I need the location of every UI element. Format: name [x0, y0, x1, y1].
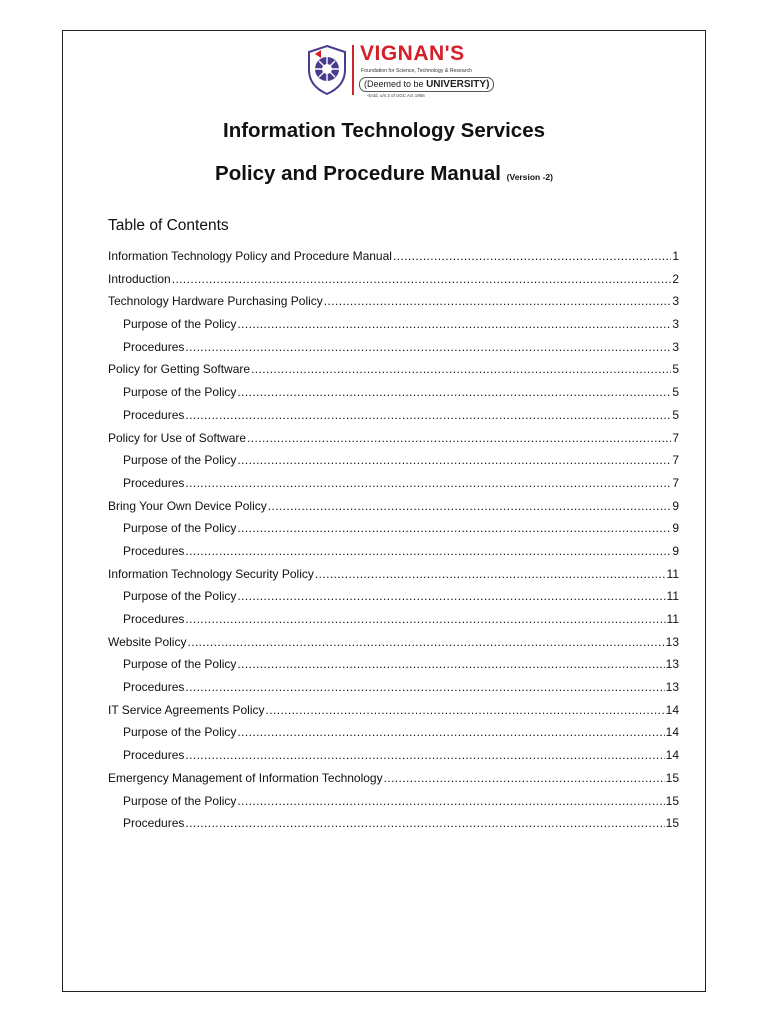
- toc-entry[interactable]: [108, 521, 679, 544]
- toc-entry-page: 1: [672, 249, 679, 263]
- toc-entry-label: Procedures: [123, 475, 185, 490]
- toc-entry[interactable]: [108, 544, 679, 567]
- toc-leader-dots: [185, 408, 671, 422]
- toc-entry[interactable]: [108, 453, 679, 476]
- toc-leader-dots: [237, 794, 664, 808]
- toc-entry-page: 13: [665, 634, 679, 649]
- toc-entry-page: 13: [665, 657, 679, 672]
- toc-leader-dots: [315, 567, 666, 581]
- toc-leader-dots: [185, 612, 665, 626]
- toc-leader-dots: [185, 476, 671, 490]
- toc-leader-dots: [247, 431, 671, 445]
- toc-entry[interactable]: [108, 771, 679, 794]
- toc-entry-page: 7: [672, 453, 679, 468]
- logo-subtitle: Foundation for Science, Technology & Research: [361, 68, 472, 74]
- toc-leader-dots: [237, 453, 671, 467]
- toc-entry-page: 9: [672, 498, 679, 513]
- toc-entry-page: 14: [665, 748, 679, 763]
- toc-entry-page: 15: [665, 816, 679, 831]
- logo-name: VIGNAN'S: [360, 42, 465, 65]
- toc-entry[interactable]: [108, 703, 679, 726]
- toc-entry-label: Introduction: [108, 271, 171, 286]
- toc-entry[interactable]: [108, 657, 679, 680]
- toc-entry[interactable]: [108, 589, 679, 612]
- toc-leader-dots: [237, 317, 671, 331]
- toc-entry[interactable]: [108, 340, 679, 363]
- toc-entry-label: Policy for Getting Software: [108, 362, 251, 377]
- toc-entry[interactable]: [108, 794, 679, 817]
- toc-entry[interactable]: [108, 725, 679, 748]
- toc-entry-label: IT Service Agreements Policy: [108, 702, 265, 717]
- toc-entry-label: Procedures: [123, 543, 185, 558]
- toc-entry-page: 15: [665, 793, 679, 808]
- toc-entry[interactable]: [108, 816, 679, 839]
- document-page: [62, 30, 706, 992]
- toc-entry[interactable]: [108, 499, 679, 522]
- toc-entry-page: 5: [672, 385, 679, 400]
- toc-leader-dots: [393, 249, 671, 263]
- toc-entry[interactable]: [108, 635, 679, 658]
- toc-entry-page: 14: [665, 702, 679, 717]
- toc-entry-label: Purpose of the Policy: [123, 385, 237, 400]
- toc-leader-dots: [324, 294, 672, 308]
- toc-entry-page: 9: [672, 543, 679, 558]
- toc-heading: Table of Contents: [108, 217, 229, 234]
- toc-entry-label: Purpose of the Policy: [123, 589, 237, 604]
- logo-divider: [352, 45, 354, 95]
- toc-entry-page: 5: [672, 362, 679, 377]
- toc-entry[interactable]: [108, 431, 679, 454]
- toc-entry-page: 3: [672, 317, 679, 332]
- toc-entry[interactable]: [108, 476, 679, 499]
- toc-entry-page: 7: [672, 475, 679, 490]
- toc-leader-dots: [251, 362, 671, 376]
- version-label: (Version -2): [506, 172, 553, 182]
- toc-entry[interactable]: [108, 748, 679, 771]
- toc-entry-label: Purpose of the Policy: [123, 317, 237, 332]
- toc-entry-label: Procedures: [123, 680, 185, 695]
- toc-leader-dots: [237, 385, 671, 399]
- toc-entry-label: Purpose of the Policy: [123, 657, 237, 672]
- toc-entry-label: Procedures: [123, 748, 185, 763]
- toc-entry-label: Purpose of the Policy: [123, 725, 237, 740]
- toc-leader-dots: [237, 521, 671, 535]
- toc-leader-dots: [237, 657, 664, 671]
- university-logo: [303, 41, 490, 103]
- toc-entry-page: 7: [672, 430, 679, 445]
- toc-leader-dots: [185, 748, 664, 762]
- toc-leader-dots: [185, 340, 671, 354]
- toc-entry-page: 9: [672, 521, 679, 536]
- toc-entry-label: Website Policy: [108, 634, 187, 649]
- toc-entry-page: 2: [672, 271, 679, 286]
- toc-leader-dots: [185, 816, 664, 830]
- toc-leader-dots: [185, 544, 671, 558]
- toc-entry-page: 14: [665, 725, 679, 740]
- toc-entry-label: Procedures: [123, 816, 185, 831]
- toc-entry-page: 5: [672, 407, 679, 422]
- toc-entry-label: Purpose of the Policy: [123, 521, 237, 536]
- document-title: Information Technology Services: [223, 119, 545, 142]
- toc-entry-label: Procedures: [123, 407, 185, 422]
- toc-leader-dots: [237, 725, 664, 739]
- logo-deemed-prefix: (Deemed to be: [364, 79, 424, 89]
- toc-entry-page: 11: [666, 566, 679, 581]
- toc-entry-page: 13: [665, 680, 679, 695]
- toc-entry[interactable]: [108, 249, 679, 272]
- toc-entry-label: Information Technology Security Policy: [108, 566, 314, 581]
- toc-leader-dots: [172, 272, 672, 286]
- toc-entry[interactable]: [108, 317, 679, 340]
- document-subtitle: [63, 162, 705, 186]
- toc-entry[interactable]: [108, 385, 679, 408]
- emblem-icon: [305, 44, 349, 96]
- toc-entry-label: Purpose of the Policy: [123, 793, 237, 808]
- toc-entry[interactable]: [108, 272, 679, 295]
- toc-entry-page: 3: [672, 294, 679, 309]
- table-of-contents: [108, 249, 679, 839]
- toc-entry-label: Procedures: [123, 612, 185, 626]
- toc-entry[interactable]: [108, 294, 679, 317]
- toc-leader-dots: [384, 771, 665, 785]
- toc-entry-label: Technology Hardware Purchasing Policy: [108, 294, 323, 309]
- toc-entry-label: Purpose of the Policy: [123, 453, 237, 468]
- toc-entry[interactable]: [108, 408, 679, 431]
- toc-entry-label: Emergency Management of Information Technology: [108, 770, 383, 785]
- toc-entry-page: 3: [672, 339, 679, 354]
- toc-entry-label: Procedures: [123, 339, 185, 354]
- toc-leader-dots: [185, 680, 664, 694]
- toc-entry[interactable]: [108, 567, 679, 590]
- toc-entry[interactable]: [108, 362, 679, 385]
- toc-entry-page: 11: [666, 589, 679, 604]
- toc-entry-page: 15: [665, 770, 679, 785]
- logo-university-word: UNIVERSITY): [426, 79, 490, 90]
- toc-leader-dots: [237, 589, 665, 603]
- toc-entry-label: Information Technology Policy and Procedure Manual: [108, 249, 392, 263]
- logo-deemed-university: [359, 77, 494, 92]
- toc-entry-label: Policy for Use of Software: [108, 430, 247, 445]
- toc-entry-page: 11: [666, 612, 679, 626]
- toc-entry[interactable]: [108, 612, 679, 635]
- toc-entry-label: Bring Your Own Device Policy: [108, 498, 267, 513]
- toc-leader-dots: [266, 703, 665, 717]
- toc-leader-dots: [268, 499, 672, 513]
- toc-leader-dots: [187, 635, 664, 649]
- toc-entry[interactable]: [108, 680, 679, 703]
- logo-established: -Estd. u/s 3 of UGC Act 1956: [367, 93, 425, 98]
- document-subtitle-text: Policy and Procedure Manual: [215, 162, 501, 185]
